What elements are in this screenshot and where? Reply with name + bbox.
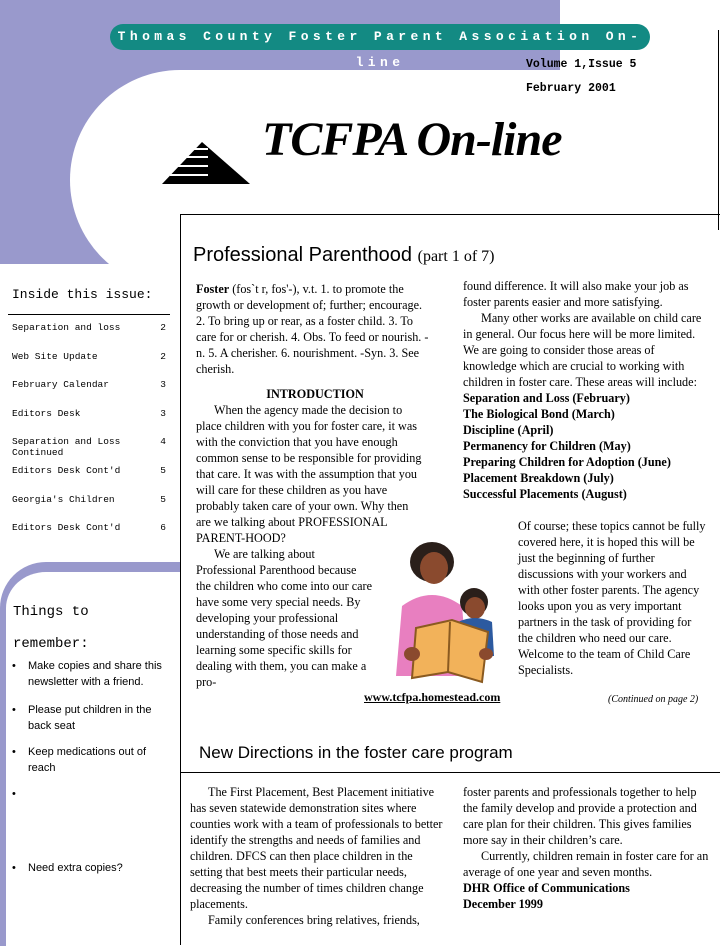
topic-item: Discipline (April)	[463, 423, 554, 437]
remember-title: Things to remember:	[13, 604, 89, 652]
website-link[interactable]: www.tcfpa.homestead.com	[364, 690, 501, 704]
paragraph: We are talking about Professional Parenthood because the children who come into our care have some very special needs. By developing your professional understanding of those needs and learning some specific skills for dealing with them, you can make a pro-	[196, 547, 372, 689]
issue-date: February 2001	[526, 82, 616, 95]
toc-item: Web Site Update 2	[12, 350, 166, 362]
article-part: (part 1 of 7)	[417, 248, 495, 265]
paragraph: Of course; these topics cannot be fully covered here, it is hoped this will be just the beginning of further discussions with your workers and with other foster parents. The agency looks upon you as very important partners in the task of providing for the children who need our care. Welcome to the team of Child Care Specialists.	[518, 519, 706, 677]
stairs-logo-icon	[162, 140, 252, 186]
paragraph: found difference. It will also make your job as foster parents easier and more satisfying.	[463, 279, 689, 309]
table-of-contents	[12, 322, 170, 551]
topic-item: Permanency for Children (May)	[463, 439, 631, 453]
frame-right-rule	[718, 30, 719, 230]
article2-title: New Directions in the foster care program	[199, 743, 513, 762]
list-item: • Make copies and share this newsletter with a friend.	[12, 658, 176, 690]
association-banner: Thomas County Foster Parent Association On-line	[110, 24, 650, 50]
divider	[180, 772, 720, 773]
topic-item: Placement Breakdown (July)	[463, 471, 614, 485]
toc-item: Editors Desk Cont'd 6	[12, 522, 166, 534]
masthead-title: TCFPA On-line	[262, 113, 562, 166]
toc-item: Editors Desk 3	[12, 407, 166, 419]
list-item: • Please put children in the back seat	[12, 702, 176, 734]
article2-column-2	[463, 784, 709, 912]
divider	[8, 314, 170, 315]
paragraph: Currently, children remain in foster care for an average of one year and seven months.	[463, 849, 709, 879]
definition-text: (fos`t r, fos'-), v.t. 1. to promote the growth or development of; further; encourage. 2. To bring up or rear, as a foster child. 3. To care for or cherish. 4. Obs. To feed or nourish. -n. 5. A cherisher. 6. nourishment. -Syn. 3. See cherish.	[196, 282, 429, 376]
toc-item: February Calendar 3	[12, 379, 166, 391]
paragraph: The First Placement, Best Placement initiative has seven statewide demonstration sites where counties work with a team of professionals to better identify the strengths and needs of families and children. DFCS can then place children in the setting that best meets their particular needs, decreasing the number of times children change placements.	[190, 785, 443, 911]
source-line: DHR Office of Communications	[463, 881, 630, 895]
topic-item: Separation and Loss (February)	[463, 391, 630, 405]
toc-item: Separation and Loss Continued 4	[12, 436, 166, 459]
list-item: • Keep medications out of reach	[12, 744, 176, 776]
list-item: • Need extra copies?	[12, 860, 176, 876]
article-heading: Professional Parenthood	[193, 244, 413, 266]
definition-word: Foster	[196, 282, 230, 296]
paragraph: Many other works are available on child care in general. Our focus here will be more limited. We are going to consider those areas of knowledge which are crucial to working with children in foster care. These areas will include:	[463, 311, 702, 389]
reading-parent-illustration	[382, 536, 510, 688]
inside-issue-title: Inside this issue:	[12, 287, 153, 302]
topic-item: Successful Placements (August)	[463, 487, 627, 501]
source-date: December 1999	[463, 897, 543, 911]
paragraph: When the agency made the decision to place children with you for foster care, it was with the conviction that you have enough common sense to be responsible for providing that care. It was with the assumption that you will care for these children as you have probably taken care of your own. Why then are we talking about PROFESSIONAL PARENT-HOOD?	[196, 403, 422, 545]
toc-item: Editors Desk Cont'd 5	[12, 464, 166, 476]
article1-column-2	[463, 278, 707, 502]
paragraph: foster parents and professionals together to help the family develop and provide a protection and care plan for their children. This gives families more say in their children’s care.	[463, 785, 697, 847]
article2-column-1	[190, 784, 446, 928]
article1-column-2-continued	[518, 518, 708, 678]
paragraph: Family conferences bring relatives, friends,	[208, 913, 420, 927]
toc-item: Separation and loss 2	[12, 322, 166, 333]
toc-item: Georgia's Children 5	[12, 493, 166, 505]
article-title	[193, 244, 494, 267]
topic-item: Preparing Children for Adoption (June)	[463, 455, 671, 469]
issue-volume: Volume 1,Issue 5	[526, 58, 637, 71]
topic-item: The Biological Bond (March)	[463, 407, 615, 421]
intro-heading: INTRODUCTION	[266, 387, 364, 401]
continued-note: (Continued on page 2)	[608, 694, 699, 705]
